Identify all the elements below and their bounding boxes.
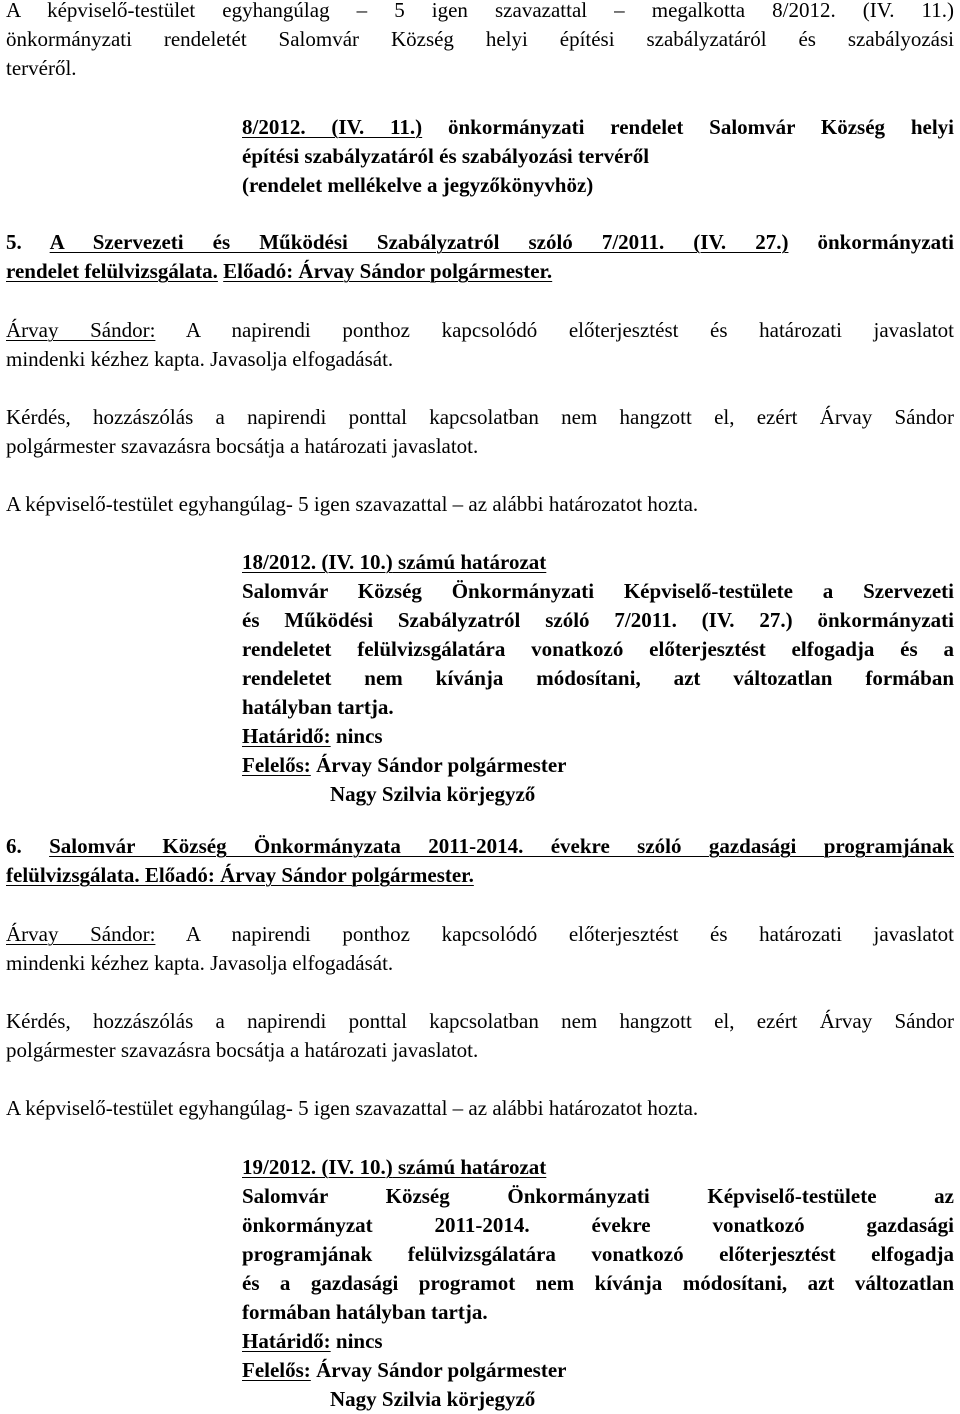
item-6-vote-line: A képviselő-testület egyhangúlag- 5 igen szavazattal – az alábbi határozatot hozta. [6, 1096, 699, 1120]
resolution-18-number: 18/2012. (IV. 10.) [242, 550, 393, 574]
resolution-18-responsible-2: Nagy Szilvia körjegyző [330, 782, 536, 806]
item-6-speaker: Árvay Sándor: [6, 922, 156, 946]
resolution-19-heading [242, 1153, 954, 1182]
intro-line-1: A képviselő-testület egyhangúlag – 5 igen szavazattal – megalkotta 8/2012. (IV. 11.) [6, 0, 954, 22]
resolution-19-responsible-label: Felelős: [242, 1358, 311, 1382]
resolution-19-line-3: programjának felülvizsgálatára vonatkozó előterjesztést elfogadja [242, 1242, 954, 1266]
item-5-speech-line-2: mindenki kézhez kapta. Javasolja elfogadását. [6, 347, 394, 371]
resolution-19-deadline: Határidő: nincs [242, 1329, 383, 1353]
resolution-18-heading [242, 548, 954, 577]
resolution-19-line-4: és a gazdasági programot nem kívánja módosítani, azt változatlan [242, 1271, 954, 1295]
item-6-heading-line-2 [6, 861, 954, 890]
resolution-18-line-4: rendeletet nem kívánja módosítani, azt változatlan formában [242, 666, 954, 690]
resolution-19-block [242, 1153, 954, 1414]
item-6-number: 6. [6, 834, 22, 858]
resolution-18-responsible-label: Felelős: [242, 753, 311, 777]
intro-line-2: önkormányzati rendeletét Salomvár Község helyi építési szabályzatáról és szabályozási [6, 27, 954, 51]
item-6-speech-line-2: mindenki kézhez kapta. Javasolja elfogadását. [6, 951, 394, 975]
item-5-number: 5. [6, 230, 22, 254]
item-6-question-line-1: Kérdés, hozzászólás a napirendi ponttal kapcsolatban nem hangzott el, ezért Árvay Sándor [6, 1009, 954, 1033]
item-5-question-line-1: Kérdés, hozzászólás a napirendi ponttal kapcsolatban nem hangzott el, ezért Árvay Sándor [6, 405, 954, 429]
item-6-heading-line-1 [6, 832, 954, 861]
item-5-vote [6, 490, 954, 519]
resolution-19-responsible-2: Nagy Szilvia körjegyző [330, 1387, 536, 1411]
item-5-vote-line: A képviselő-testület egyhangúlag- 5 igen szavazattal – az alábbi határozatot hozta. [6, 492, 699, 516]
item-5-heading-line-1 [6, 228, 954, 257]
resolution-18-deadline: Határidő: nincs [242, 724, 383, 748]
resolution-18-line-5: hatályban tartja. [242, 695, 394, 719]
resolution-19-deadline-label: Határidő: [242, 1329, 331, 1353]
item-6-title: Salomvár Község Önkormányzata 2011-2014. évekre szóló gazdasági programjának [49, 834, 954, 858]
item-6-heading [6, 832, 954, 890]
resolution-19-line-1: Salomvár Község Önkormányzati Képviselő-testülete az [242, 1184, 954, 1208]
resolution-19-responsible: Felelős: Árvay Sándor polgármester [242, 1358, 567, 1382]
resolution-19-number: 19/2012. (IV. 10.) [242, 1155, 393, 1179]
item-6-question [6, 1007, 954, 1065]
item-5-title: A Szervezeti és Működési Szabályzatról szóló 7/2011. (IV. 27.) [49, 230, 789, 254]
item-5-question [6, 403, 954, 461]
item-5-question-line-2: polgármester szavazásra bocsátja a határozati javaslatot. [6, 434, 479, 458]
resolution-18-deadline-label: Határidő: [242, 724, 331, 748]
resolution-18-label: számú határozat [392, 550, 547, 574]
decree-8-number: 8/2012. (IV. 11.) [242, 115, 423, 139]
item-5-presenter: Előadó: Árvay Sándor polgármester. [223, 259, 553, 283]
resolution-18-line-1: Salomvár Község Önkormányzati Képviselő-testülete a Szervezeti [242, 579, 954, 603]
intro-paragraph [6, 0, 954, 83]
decree-8-block [242, 113, 954, 200]
item-5-speech-line-1: Árvay Sándor: A napirendi ponthoz kapcsolódó előterjesztést és határozati javaslatot [6, 318, 954, 342]
item-5-heading [6, 228, 954, 286]
resolution-18-responsible: Felelős: Árvay Sándor polgármester [242, 753, 567, 777]
item-5-speaker: Árvay Sándor: [6, 318, 156, 342]
item-5-title-2: rendelet felülvizsgálata. [6, 259, 218, 283]
item-5-heading-line-2 [6, 257, 954, 286]
resolution-18-line-3: rendeletet felülvizsgálatára vonatkozó előterjesztést elfogadja és a [242, 637, 954, 661]
decree-8-title: önkormányzati rendelet Salomvár Község helyi [422, 115, 955, 139]
decree-8-line-3: (rendelet mellékelve a jegyzőkönyvhöz) [242, 173, 594, 197]
decree-8-line-1 [242, 113, 954, 142]
decree-8-line-2: építési szabályzatáról és szabályozási tervéről [242, 144, 650, 168]
resolution-19-line-5: formában hatályban tartja. [242, 1300, 488, 1324]
intro-line-3: tervéről. [6, 56, 77, 80]
resolution-18-block [242, 548, 954, 809]
resolution-18-line-2: és Működési Szabályzatról szóló 7/2011. (IV. 27.) önkormányzati [242, 608, 954, 632]
item-6-question-line-2: polgármester szavazásra bocsátja a határozati javaslatot. [6, 1038, 479, 1062]
resolution-19-line-2: önkormányzat 2011-2014. évekre vonatkozó gazdasági [242, 1213, 954, 1237]
item-6-speech-line-1: Árvay Sándor: A napirendi ponthoz kapcsolódó előterjesztést és határozati javaslatot [6, 922, 954, 946]
resolution-19-label: számú határozat [392, 1155, 547, 1179]
item-5-speech [6, 316, 954, 374]
item-6-speech [6, 920, 954, 978]
item-6-vote [6, 1094, 954, 1123]
item-6-title-2: felülvizsgálata. Előadó: Árvay Sándor polgármester. [6, 863, 474, 887]
item-5-title-rest: önkormányzati [788, 230, 954, 254]
